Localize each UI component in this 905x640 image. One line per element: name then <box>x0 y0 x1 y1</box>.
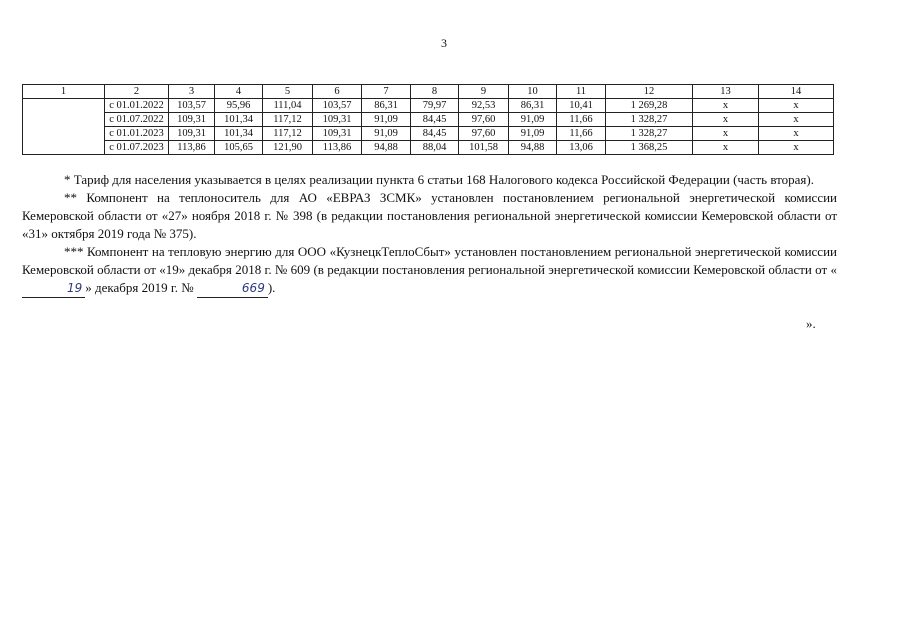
table-cell: 101,34 <box>215 127 263 141</box>
footnote-heat-energy-component <box>22 243 837 298</box>
footnote-text: *** Компонент на тепловую энергию для ООО «КузнецкТеплоСбыт» установлен постановлением региональной энергетической комиссии Кемеровской области от «19» декабря 2018 г. № 609 (в редакции постановления региональной энергетической комиссии Кемеровской области от « <box>22 244 837 277</box>
table-cell: 109,31 <box>313 127 362 141</box>
handwritten-number: 669 <box>197 279 268 298</box>
table-cell: 86,31 <box>362 99 411 113</box>
table-cell: 121,90 <box>263 141 313 155</box>
table-cell: 13,06 <box>557 141 606 155</box>
table-cell: 1 328,27 <box>606 127 693 141</box>
column-header: 6 <box>313 85 362 99</box>
table-cell: с 01.01.2022 <box>105 99 169 113</box>
table-cell: 11,66 <box>557 127 606 141</box>
table-cell: 117,12 <box>263 113 313 127</box>
handwritten-day: 19 <box>22 279 85 298</box>
column-header: 8 <box>411 85 459 99</box>
table-cell: 101,58 <box>459 141 509 155</box>
table-cell: 101,34 <box>215 113 263 127</box>
table-row <box>23 113 834 127</box>
table-cell: х <box>759 113 834 127</box>
table-cell: 1 269,28 <box>606 99 693 113</box>
table-cell: 113,86 <box>169 141 215 155</box>
table-cell <box>23 99 105 155</box>
table-header-row <box>23 85 834 99</box>
table-cell: 91,09 <box>362 113 411 127</box>
column-header: 3 <box>169 85 215 99</box>
table-cell: с 01.01.2023 <box>105 127 169 141</box>
table-cell: 117,12 <box>263 127 313 141</box>
table-cell: 91,09 <box>362 127 411 141</box>
table-cell: 113,86 <box>313 141 362 155</box>
table-cell: с 01.07.2022 <box>105 113 169 127</box>
table-cell: 84,45 <box>411 113 459 127</box>
table-cell: 11,66 <box>557 113 606 127</box>
table-cell: 10,41 <box>557 99 606 113</box>
table-row <box>23 99 834 113</box>
column-header: 4 <box>215 85 263 99</box>
table-cell: 86,31 <box>509 99 557 113</box>
table-cell: 94,88 <box>362 141 411 155</box>
table-cell: х <box>693 141 759 155</box>
table-cell: 94,88 <box>509 141 557 155</box>
table-row <box>23 127 834 141</box>
table-cell: 1 368,25 <box>606 141 693 155</box>
table-row <box>23 141 834 155</box>
table-cell: х <box>693 99 759 113</box>
column-header: 13 <box>693 85 759 99</box>
column-header: 2 <box>105 85 169 99</box>
column-header: 11 <box>557 85 606 99</box>
footnotes <box>22 171 837 298</box>
column-header: 7 <box>362 85 411 99</box>
table-cell: 97,60 <box>459 127 509 141</box>
column-header: 10 <box>509 85 557 99</box>
table-cell: 109,31 <box>313 113 362 127</box>
table-cell: 92,53 <box>459 99 509 113</box>
tariff-table <box>22 84 834 155</box>
table-cell: 103,57 <box>313 99 362 113</box>
table-cell: 1 328,27 <box>606 113 693 127</box>
table-cell: 103,57 <box>169 99 215 113</box>
table-cell: 95,96 <box>215 99 263 113</box>
footnote-population-tariff: * Тариф для населения указывается в целях реализации пункта 6 статьи 168 Налогового кодекса Российской Федерации (часть вторая). <box>64 172 814 187</box>
table-cell: 109,31 <box>169 127 215 141</box>
table-cell: х <box>759 99 834 113</box>
column-header: 12 <box>606 85 693 99</box>
footnote-coolant-component: ** Компонент на теплоноситель для АО «ЕВРАЗ ЗСМК» установлен постановлением региональной энергетической комиссии Кемеровской области от «27» ноября 2018 г. № 398 (в редакции постановления региональной энергетической комиссии Кемеровской области от «31» октября 2019 года № 375). <box>22 190 837 241</box>
table-cell: х <box>693 113 759 127</box>
table-cell: х <box>693 127 759 141</box>
page-number: 3 <box>441 36 447 50</box>
column-header: 9 <box>459 85 509 99</box>
table-cell: 109,31 <box>169 113 215 127</box>
table-cell: 91,09 <box>509 113 557 127</box>
table-cell: с 01.07.2023 <box>105 141 169 155</box>
footnote-text: » декабря 2019 г. № <box>85 280 194 295</box>
table-cell: 97,60 <box>459 113 509 127</box>
column-header: 14 <box>759 85 834 99</box>
table-cell: 91,09 <box>509 127 557 141</box>
table-cell: 79,97 <box>411 99 459 113</box>
column-header: 1 <box>23 85 105 99</box>
column-header: 5 <box>263 85 313 99</box>
footnote-text: ). <box>267 280 276 295</box>
table-cell: 84,45 <box>411 127 459 141</box>
closing-quote: ». <box>806 316 816 331</box>
table-cell: 88,04 <box>411 141 459 155</box>
table-cell: х <box>759 141 834 155</box>
table-cell: 111,04 <box>263 99 313 113</box>
table-cell: 105,65 <box>215 141 263 155</box>
table-cell: х <box>759 127 834 141</box>
